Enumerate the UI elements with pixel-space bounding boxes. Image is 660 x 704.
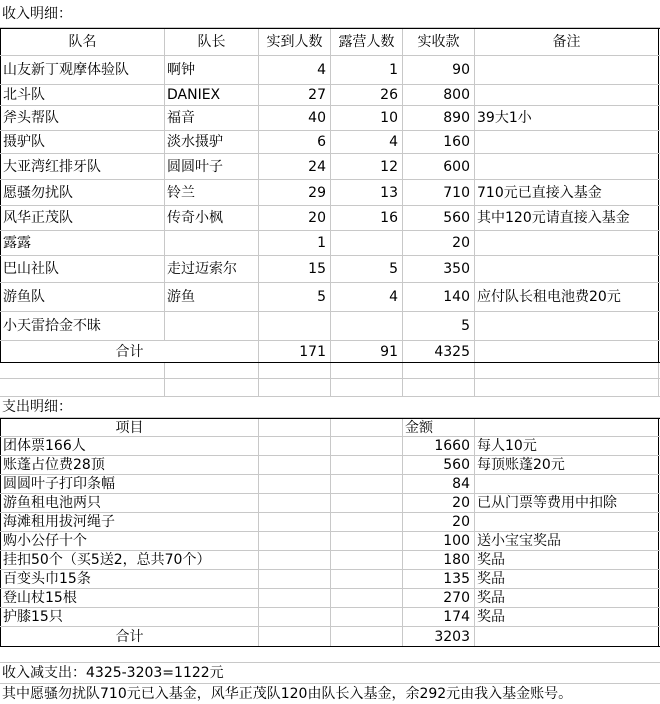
- expense-amount: 1660: [403, 437, 475, 455]
- arrived-count: 4: [259, 56, 331, 84]
- expense-filler: [259, 551, 331, 569]
- captain-name: 圆圆叶子: [165, 154, 259, 179]
- expense-filler: [331, 437, 403, 455]
- summary-row-1: [0, 663, 660, 684]
- blank-row: [0, 647, 660, 663]
- income-total-note: [475, 341, 659, 362]
- expense-filler: [331, 608, 403, 626]
- team-name: 小天雷拾金不昧: [0, 312, 165, 340]
- camping-count: 16: [331, 206, 403, 230]
- expense-amount: 174: [403, 608, 475, 626]
- expense-item: 圆圆叶子打印条幅: [0, 475, 259, 493]
- camping-count: 26: [331, 85, 403, 105]
- expense-note: 每人10元: [475, 437, 659, 455]
- expense-note: 奖品: [475, 589, 659, 607]
- expense-item: 购小公仔十个: [0, 532, 259, 550]
- header-arrived: 实到人数: [259, 29, 331, 55]
- expense-note: 送小宝宝奖品: [475, 532, 659, 550]
- income-total-row: [0, 341, 660, 363]
- received-amount: 800: [403, 85, 475, 105]
- captain-name: DANIEX: [165, 85, 259, 105]
- expense-note: [475, 475, 659, 493]
- camping-count: 12: [331, 154, 403, 179]
- received-amount: 20: [403, 231, 475, 255]
- received-amount: 890: [403, 106, 475, 130]
- expense-note: [475, 513, 659, 531]
- expense-filler: [331, 494, 403, 512]
- camping-count: 1: [331, 56, 403, 84]
- header-camping: 露营人数: [331, 29, 403, 55]
- expense-total-label: 合计: [0, 627, 259, 646]
- income-note: 应付队长租电池费20元: [475, 283, 659, 311]
- expense-filler: [259, 608, 331, 626]
- income-row: [0, 85, 660, 106]
- expense-section-title: 支出明细：: [2, 399, 72, 415]
- expense-row: [0, 456, 660, 475]
- captain-name: 走过迈索尔: [165, 256, 259, 282]
- income-note: [475, 56, 659, 84]
- expense-amount: 84: [403, 475, 475, 493]
- arrived-count: 20: [259, 206, 331, 230]
- captain-name: 啊钟: [165, 56, 259, 84]
- expense-header-row: [0, 418, 660, 437]
- captain-name: 游鱼: [165, 283, 259, 311]
- income-row: [0, 283, 660, 312]
- received-amount: 350: [403, 256, 475, 282]
- income-row: [0, 312, 660, 341]
- arrived-count: 29: [259, 180, 331, 205]
- expense-filler: [259, 456, 331, 474]
- expense-row: [0, 570, 660, 589]
- arrived-count: 1: [259, 231, 331, 255]
- camping-count: 10: [331, 106, 403, 130]
- income-section-title: 收入明细：: [2, 5, 72, 22]
- received-amount: 600: [403, 154, 475, 179]
- income-total-label: 合计: [0, 341, 259, 362]
- income-row: [0, 206, 660, 231]
- expense-amount: 20: [403, 494, 475, 512]
- expense-filler: [259, 589, 331, 607]
- income-row: [0, 106, 660, 131]
- summary-row-2: [0, 684, 660, 704]
- arrived-count: 40: [259, 106, 331, 130]
- captain-name: [165, 231, 259, 255]
- income-note: [475, 256, 659, 282]
- expense-total-row: [0, 627, 660, 647]
- income-title-row: [0, 0, 660, 28]
- expense-filler: [331, 532, 403, 550]
- received-amount: 710: [403, 180, 475, 205]
- team-name: 大亚湾红排牙队: [0, 154, 165, 179]
- arrived-count: [259, 312, 331, 340]
- expense-item: 账蓬占位费28顶: [0, 456, 259, 474]
- expense-row: [0, 532, 660, 551]
- team-name: 愿骚勿扰队: [0, 180, 165, 205]
- expense-filler: [259, 532, 331, 550]
- income-row: [0, 131, 660, 154]
- expense-total-amount: 3203: [403, 627, 475, 646]
- expense-item: 挂扣50个（买5送2，总共70个）: [0, 551, 259, 569]
- captain-name: [165, 312, 259, 340]
- income-note: [475, 312, 659, 340]
- expense-row: [0, 494, 660, 513]
- camping-count: 5: [331, 256, 403, 282]
- camping-count: [331, 231, 403, 255]
- income-note: [475, 85, 659, 105]
- expense-row: [0, 437, 660, 456]
- income-note: [475, 154, 659, 179]
- expense-amount: 180: [403, 551, 475, 569]
- team-name: 露露: [0, 231, 165, 255]
- team-name: 斧头帮队: [0, 106, 165, 130]
- expense-filler: [331, 475, 403, 493]
- received-amount: 140: [403, 283, 475, 311]
- expense-row: [0, 589, 660, 608]
- expense-item: 登山杖15根: [0, 589, 259, 607]
- expense-title-row: [0, 397, 660, 418]
- expense-filler: [331, 456, 403, 474]
- expense-note: 已从门票等费用中扣除: [475, 494, 659, 512]
- received-amount: 160: [403, 131, 475, 153]
- expense-filler: [259, 437, 331, 455]
- header-amount: 实收款: [403, 29, 475, 55]
- expense-filler: [331, 589, 403, 607]
- blank-row: [0, 379, 660, 397]
- team-name: 游鱼队: [0, 283, 165, 311]
- team-name: 巴山社队: [0, 256, 165, 282]
- team-name: 风华正茂队: [0, 206, 165, 230]
- summary-line-2: 其中愿骚勿扰队710元已入基金，风华正茂队120由队长入基金，余292元由我入基金账号。: [2, 686, 573, 702]
- team-name: 北斗队: [0, 85, 165, 105]
- camping-count: 4: [331, 283, 403, 311]
- expense-item: 游鱼租电池两只: [0, 494, 259, 512]
- arrived-count: 24: [259, 154, 331, 179]
- income-header-row: [0, 28, 660, 56]
- received-amount: 5: [403, 312, 475, 340]
- expense-note: 奖品: [475, 551, 659, 569]
- expense-filler: [259, 513, 331, 531]
- camping-count: 4: [331, 131, 403, 153]
- captain-name: 福音: [165, 106, 259, 130]
- expense-filler: [331, 513, 403, 531]
- expense-note: 每顶账蓬20元: [475, 456, 659, 474]
- expense-row: [0, 475, 660, 494]
- blank-row: [0, 363, 660, 379]
- camping-count: 13: [331, 180, 403, 205]
- income-total-arrived: 171: [259, 341, 331, 362]
- arrived-count: 27: [259, 85, 331, 105]
- expense-item: 百变头巾15条: [0, 570, 259, 588]
- arrived-count: 15: [259, 256, 331, 282]
- expense-filler: [259, 570, 331, 588]
- income-note: [475, 131, 659, 153]
- income-row: [0, 56, 660, 85]
- expense-amount: 560: [403, 456, 475, 474]
- expense-item: 团体票166人: [0, 437, 259, 455]
- expense-filler: [259, 494, 331, 512]
- received-amount: 90: [403, 56, 475, 84]
- income-total-amount: 4325: [403, 341, 475, 362]
- income-total-camping: 91: [331, 341, 403, 362]
- arrived-count: 5: [259, 283, 331, 311]
- header-note: 备注: [475, 29, 659, 55]
- camping-count: [331, 312, 403, 340]
- expense-header-item: 项目: [0, 419, 259, 436]
- header-team: 队名: [0, 29, 165, 55]
- income-row: [0, 256, 660, 283]
- expense-amount: 20: [403, 513, 475, 531]
- expense-amount: 100: [403, 532, 475, 550]
- income-row: [0, 180, 660, 206]
- expense-item: 护膝15只: [0, 608, 259, 626]
- income-note: 其中120元请直接入基金: [475, 206, 659, 230]
- summary-line-1: 收入减支出：4325-3203=1122元: [2, 665, 224, 681]
- captain-name: 铃兰: [165, 180, 259, 205]
- captain-name: 传奇小枫: [165, 206, 259, 230]
- captain-name: 淡水摄驴: [165, 131, 259, 153]
- income-note: 710元已直接入基金: [475, 180, 659, 205]
- received-amount: 560: [403, 206, 475, 230]
- expense-header-amount: 金额: [403, 419, 475, 436]
- income-row: [0, 231, 660, 256]
- expense-row: [0, 551, 660, 570]
- expense-note: 奖品: [475, 608, 659, 626]
- expense-filler: [331, 570, 403, 588]
- expense-amount: 270: [403, 589, 475, 607]
- header-captain: 队长: [165, 29, 259, 55]
- expense-row: [0, 608, 660, 627]
- expense-note: 奖品: [475, 570, 659, 588]
- arrived-count: 6: [259, 131, 331, 153]
- expense-filler: [259, 475, 331, 493]
- expense-filler: [331, 551, 403, 569]
- income-note: [475, 231, 659, 255]
- team-name: 山友新丁观摩体验队: [0, 56, 165, 84]
- income-row: [0, 154, 660, 180]
- team-name: 摄驴队: [0, 131, 165, 153]
- income-note: 39大1小: [475, 106, 659, 130]
- expense-amount: 135: [403, 570, 475, 588]
- expense-row: [0, 513, 660, 532]
- expense-item: 海滩租用拔河绳子: [0, 513, 259, 531]
